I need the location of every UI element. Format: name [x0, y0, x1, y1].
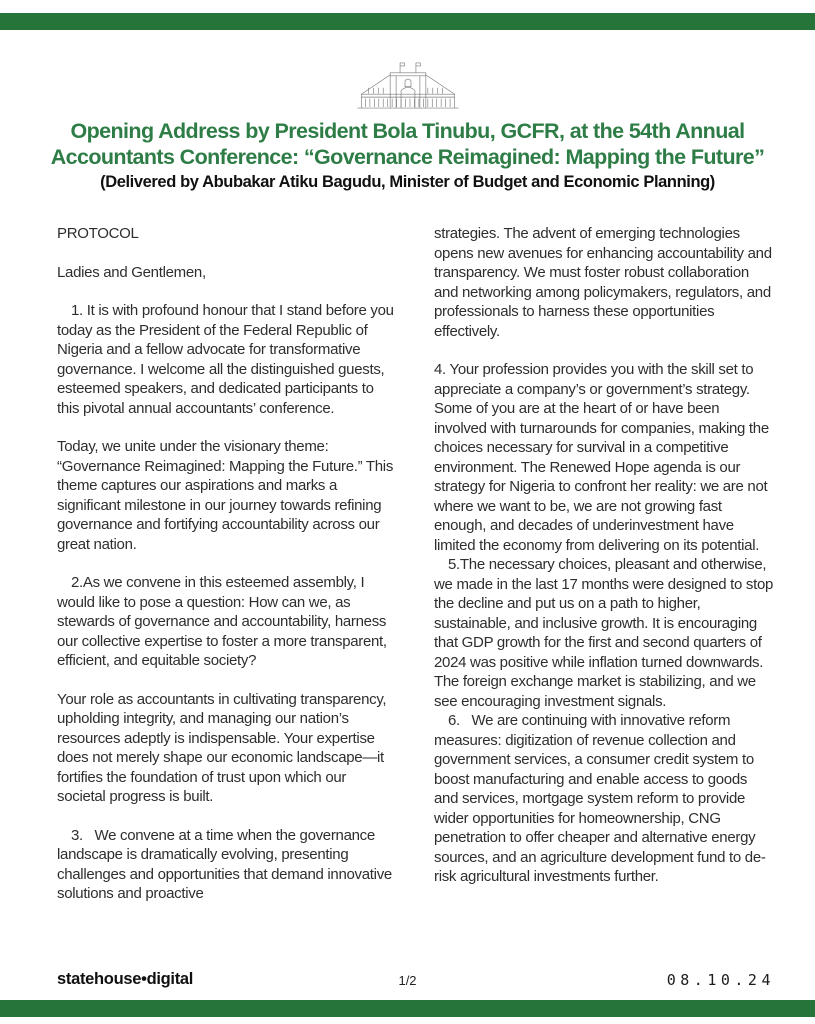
paragraph: strategies. The advent of emerging technologies opens new avenues for enhancing accountability and transparency. We must foster robust collaboration and networking among policymakers, regulators, and professionals to harness these opportunities effectively.: [434, 225, 772, 340]
left-column: [57, 224, 398, 904]
page-title-line-2: Accountants Conference: “Governance Reimagined: Mapping the Future”: [50, 145, 765, 169]
brand-label: statehouse•digital: [57, 970, 194, 988]
paragraph: 3. We convene at a time when the governance landscape is dramatically evolving, presenting challenges and opportunities that demand innovative solutions and proactive: [57, 826, 392, 902]
state-house-emblem-icon: [352, 58, 464, 110]
date-label: 08.10.24: [666, 971, 775, 989]
paragraph: Your role as accountants in cultivating transparency, upholding integrity, and managing our nation’s resources adeptly is indispensable. Your expertise does not merely shape our economic landscape—it fortifies the foundation of trust upon which our societal progress is built.: [57, 690, 387, 805]
paragraph: 5.The necessary choices, pleasant and otherwise, we made in the last 17 months were designed to stop the decline and put us on a path to higher, sustainable, and inclusive growth. It is encouraging that GDP growth for the first and second quarters of 2024 was positive while inflation turned downwards. The foreign exchange market is stabilizing, and we see encouraging investment signals.: [434, 556, 774, 710]
paragraph: 6. We are continuing with innovative reform measures: digitization of revenue collection and government services, a consumer credit system to boost manufacturing and enable access to goods and services, mortgage system reform to provide wider opportunities for homeownership, CNG penetration to offer cheaper and alternative energy sources, and an agriculture development fund to de-risk agricultural investments further.: [434, 712, 766, 885]
speech-body: [0, 224, 815, 904]
right-column: [434, 224, 775, 904]
paragraph: 2.As we convene in this esteemed assembly, I would like to pose a question: How can we, as stewards of governance and accountability, harness our collective expertise to foster a more transparent, efficient, and equitable society?: [57, 574, 387, 669]
page-number: 1/2: [398, 973, 417, 988]
page-subtitle: (Delivered by Abubakar Atiku Bagudu, Minister of Budget and Economic Planning): [100, 173, 715, 191]
paragraph: 1. It is with profound honour that I stand before you today as the President of the Federal Republic of Nigeria and a fellow advocate for transformative governance. I welcome all the distinguished guests, esteemed speakers, and dedicated participants to this pivotal annual accountants’ conference.: [57, 302, 394, 417]
top-green-bar: [0, 13, 815, 30]
paragraph: 4. Your profession provides you with the skill set to appreciate a company’s or government’s strategy. Some of you are at the heart of or have been involved with turnarounds for companies, making the choices necessary for survival in a competitive environment. The Renewed Hope agenda is our strategy for Nigeria to confront her reality: we are not where we want to be, we are not growing fast enough, and decades of underinvestment have limited the economy from delivering on its potential.: [434, 361, 769, 554]
bottom-green-bar: [0, 1000, 815, 1017]
paragraph: Today, we unite under the visionary theme: “Governance Reimagined: Mapping the Future.” This theme captures our aspirations and marks a significant milestone in our journey towards refining governance and fortifying accountability across our great nation.: [57, 438, 394, 553]
page-title-line-1: Opening Address by President Bola Tinubu, GCFR, at the 54th Annual: [70, 119, 745, 143]
paragraph: PROTOCOL: [57, 225, 139, 242]
paragraph: Ladies and Gentlemen,: [57, 263, 206, 281]
page-footer: [0, 968, 815, 992]
